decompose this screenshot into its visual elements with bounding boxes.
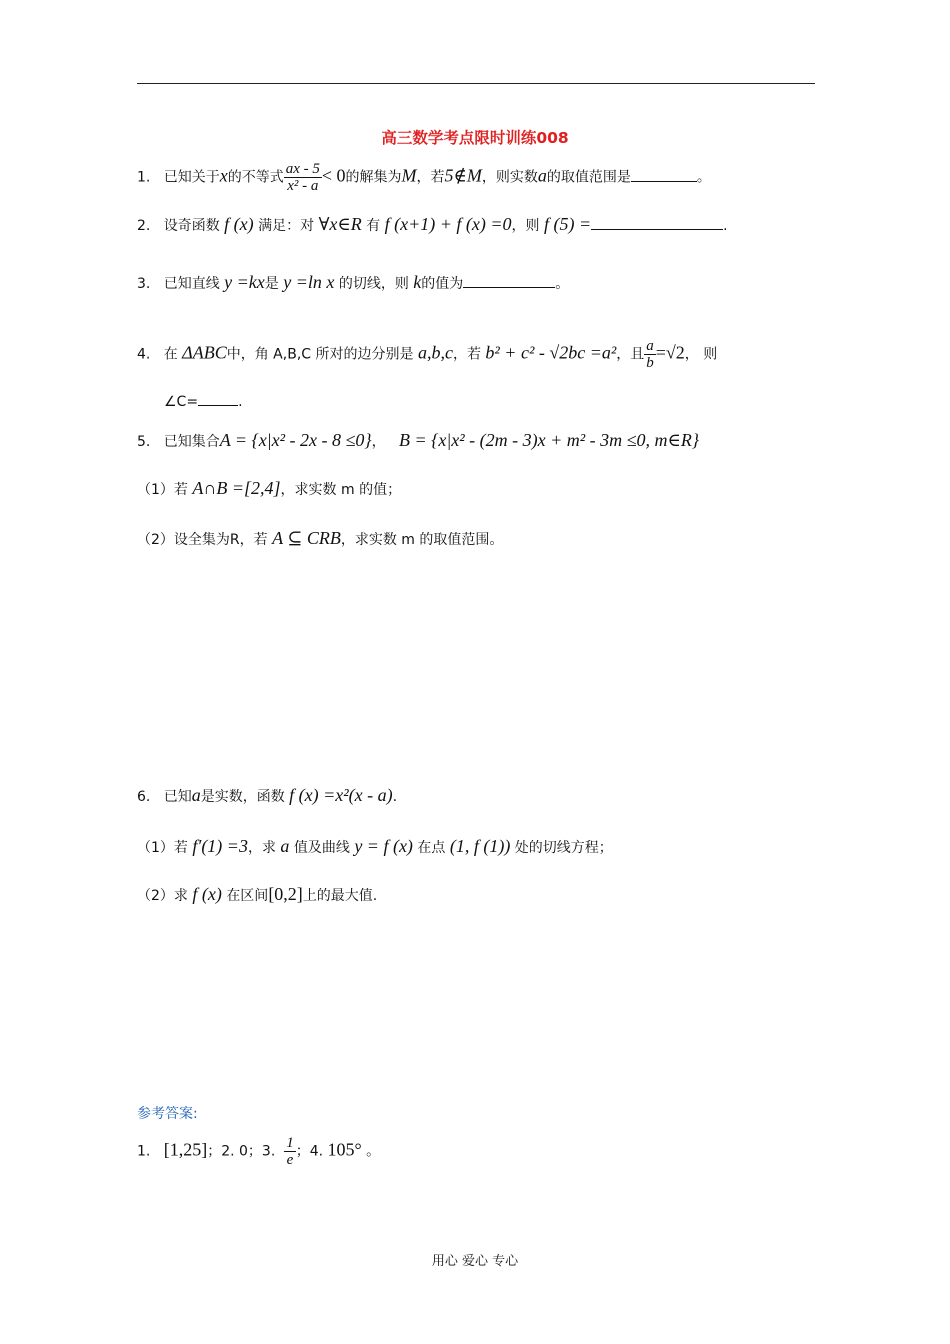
problem-number: 2. bbox=[137, 218, 151, 234]
text: 的不等式 bbox=[227, 169, 284, 186]
answer-blank[interactable] bbox=[198, 391, 238, 406]
text: ∠C= bbox=[164, 394, 199, 410]
text: 。 bbox=[366, 1143, 381, 1160]
math-expr: A∩B =[2,4] bbox=[192, 478, 281, 498]
answer-4: 105° bbox=[327, 1139, 362, 1160]
math-expr: f (x) =x²(x - a) bbox=[289, 785, 393, 805]
fraction bbox=[644, 338, 656, 371]
problem-number: 1. bbox=[137, 169, 151, 186]
answer-blank[interactable] bbox=[463, 273, 555, 288]
text: 的解集为 bbox=[345, 169, 402, 186]
math-expr: [0,2] bbox=[268, 884, 303, 904]
math-expr: ΔABC bbox=[182, 342, 227, 363]
set-b: B = {x|x² - (2m - 3)x + m² - 3m ≤0, m∈R} bbox=[398, 430, 700, 450]
text: ，则 bbox=[511, 218, 540, 234]
answers-heading: 参考答案: bbox=[137, 1106, 198, 1122]
problem-4-line2 bbox=[164, 391, 243, 410]
text: 是 bbox=[264, 276, 279, 292]
fraction-numerator: 1 bbox=[286, 1135, 294, 1151]
text: ，若 bbox=[452, 346, 481, 363]
math-expr: f (x) bbox=[224, 214, 254, 234]
text: . bbox=[723, 218, 728, 234]
answer-blank[interactable] bbox=[591, 215, 723, 230]
text: ，且 bbox=[616, 346, 645, 363]
math-expr: f (x) bbox=[192, 884, 222, 904]
problem-5-q1 bbox=[137, 478, 401, 499]
text: 已知直线 bbox=[163, 276, 220, 292]
text: 在 bbox=[163, 346, 178, 363]
fraction-numerator: ax - 5 bbox=[285, 161, 320, 177]
problem-6-q2 bbox=[137, 884, 377, 905]
text: ，求实数 m 的取值范围。 bbox=[340, 532, 504, 548]
answer-number: 1. bbox=[137, 1143, 151, 1160]
text: ，求实数 m 的值； bbox=[280, 482, 402, 498]
math-expr: a,b,c bbox=[417, 342, 453, 363]
text: ， bbox=[371, 434, 386, 450]
text: 已知关于 bbox=[163, 169, 220, 186]
text: 的取值范围是 bbox=[546, 169, 631, 186]
math-var: M bbox=[401, 165, 417, 186]
text: . bbox=[238, 394, 243, 410]
page-title: 高三数学考点限时训练008 bbox=[381, 129, 569, 147]
answer-1: [1,25] bbox=[163, 1139, 208, 1160]
text: 处的切线方程； bbox=[514, 840, 613, 856]
text: ，则实数 bbox=[481, 169, 538, 186]
text: 有 bbox=[366, 218, 381, 234]
problem-3 bbox=[137, 272, 569, 293]
text: 上的最大值. bbox=[302, 888, 378, 904]
text: 值及曲线 bbox=[293, 840, 350, 856]
math-expr: (1, f (1)) bbox=[449, 836, 511, 856]
math-expr: b² + c² - √2bc =a² bbox=[485, 342, 617, 363]
text: （1）若 bbox=[137, 840, 188, 856]
math-expr: ∀x∈R bbox=[318, 214, 362, 234]
problem-6-q1 bbox=[137, 836, 613, 857]
problem-number: 4. bbox=[137, 346, 151, 363]
fraction bbox=[284, 161, 322, 194]
text: 已知集合 bbox=[163, 434, 220, 450]
text: 已知 bbox=[163, 789, 192, 805]
fraction-numerator: a bbox=[646, 338, 654, 354]
text: ， 则 bbox=[684, 346, 718, 363]
math-var: k bbox=[413, 272, 422, 292]
answers-line bbox=[137, 1135, 380, 1168]
text: 在区间 bbox=[226, 888, 269, 904]
problem-2 bbox=[137, 214, 728, 235]
math-expr: y =ln x bbox=[283, 272, 335, 292]
answer-blank[interactable] bbox=[631, 167, 697, 182]
math-expr: f′(1) =3 bbox=[192, 836, 248, 856]
text: 。 bbox=[555, 276, 570, 292]
text: 满足：对 bbox=[258, 218, 315, 234]
problem-4 bbox=[137, 338, 717, 371]
problem-number: 3. bbox=[137, 276, 151, 292]
text: 是实数，函数 bbox=[200, 789, 285, 805]
text: 在点 bbox=[417, 840, 446, 856]
math-var: a bbox=[191, 785, 201, 805]
math-expr: A ⊆ CRB bbox=[272, 528, 341, 548]
text: （2）设全集为R，若 bbox=[137, 532, 268, 548]
text: ，求 bbox=[247, 840, 276, 856]
text: ；2. 0；3. bbox=[207, 1143, 276, 1160]
text: 。 bbox=[696, 169, 711, 186]
math-expr: y =kx bbox=[224, 272, 265, 292]
problem-number: 5. bbox=[137, 434, 151, 450]
problem-1 bbox=[137, 161, 711, 194]
text: 中，角 A,B,C 所对的边分别是 bbox=[226, 346, 414, 363]
math-expr: y = f (x) bbox=[354, 836, 413, 856]
fraction-denominator: b bbox=[646, 355, 654, 371]
problem-6 bbox=[137, 785, 397, 806]
answer-3-fraction bbox=[284, 1135, 296, 1168]
text: （2）求 bbox=[137, 888, 188, 904]
text: 的值为 bbox=[421, 276, 464, 292]
fraction-denominator: e bbox=[286, 1152, 294, 1168]
math-var: a bbox=[537, 165, 547, 186]
footer: 用心 爱心 专心 bbox=[431, 1254, 519, 1269]
math-var: x bbox=[219, 165, 228, 186]
math-expr: f (5) = bbox=[544, 214, 592, 234]
math-expr: < 0 bbox=[321, 165, 346, 186]
problem-5-q2 bbox=[137, 528, 503, 549]
math-expr: f (x+1) + f (x) =0 bbox=[384, 214, 512, 234]
header-rule bbox=[137, 83, 815, 84]
problem-5 bbox=[137, 430, 699, 451]
text: ；4. bbox=[295, 1143, 324, 1160]
text: 的切线，则 bbox=[338, 276, 409, 292]
fraction-denominator: x² - a bbox=[287, 178, 319, 194]
math-expr: 5∉M bbox=[444, 165, 482, 186]
set-a: A = {x|x² - 2x - 8 ≤0} bbox=[219, 430, 372, 450]
text: （1）若 bbox=[137, 482, 188, 498]
math-expr: =√2 bbox=[655, 342, 685, 363]
problem-number: 6. bbox=[137, 789, 151, 805]
math-var: a bbox=[280, 836, 290, 856]
text: 设奇函数 bbox=[163, 218, 220, 234]
text: . bbox=[392, 789, 398, 805]
text: ，若 bbox=[416, 169, 445, 186]
